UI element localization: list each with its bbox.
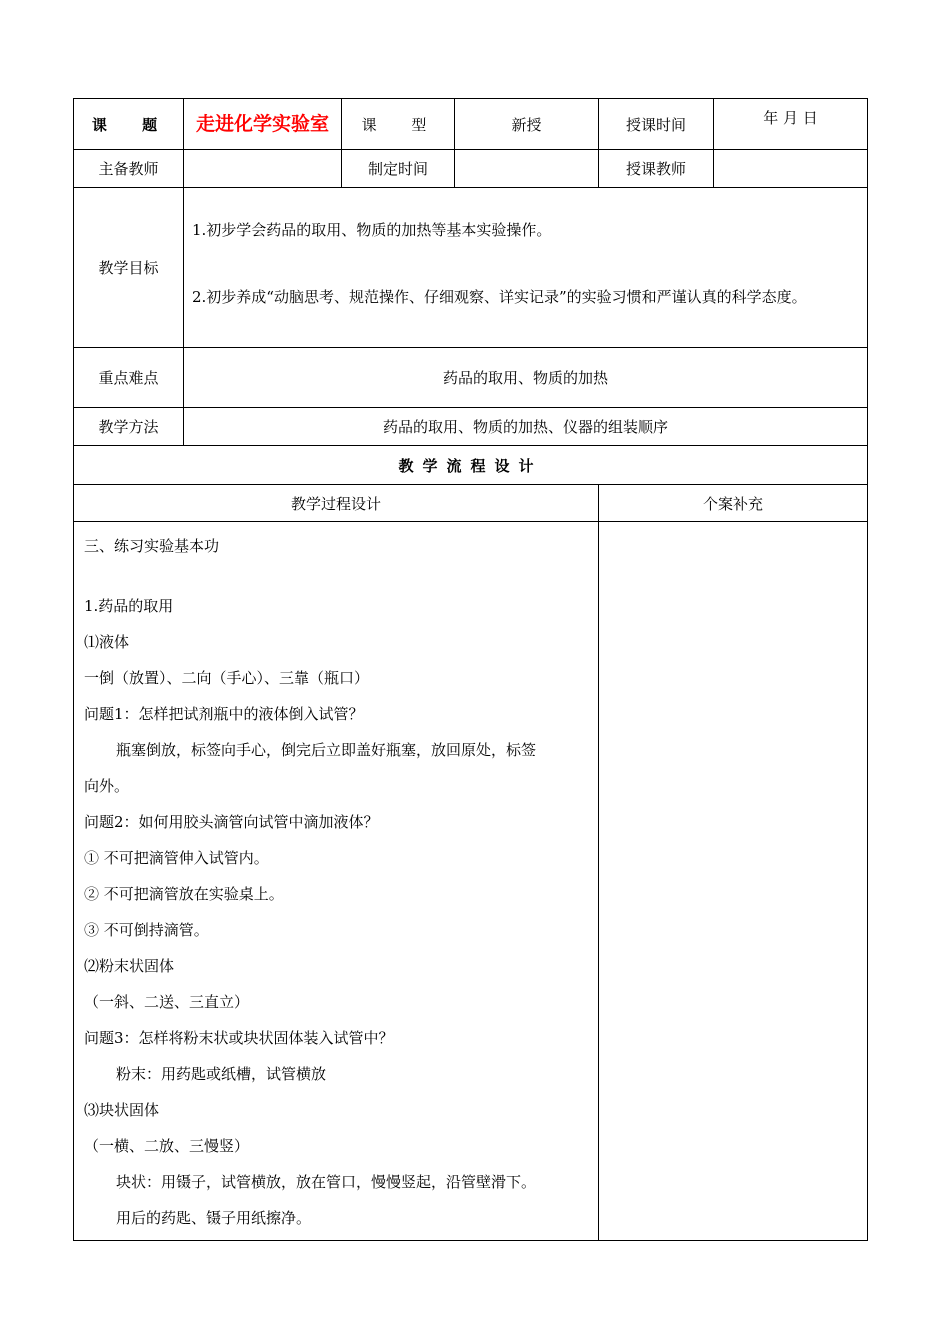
main-teacher-label: 主备教师 (74, 150, 184, 188)
question-text: 问题2：如何用胶头滴管向试管中滴加液体？ (84, 813, 379, 831)
supplement-content (599, 522, 868, 1241)
question-text: 问题3：怎样将粉末状或块状固体装入试管中？ (84, 1029, 394, 1047)
flow-title: 教学流程设计 (74, 446, 868, 485)
supplement-header: 个案补充 (599, 485, 868, 522)
section-heading: 三、练习实验基本功 (84, 537, 220, 555)
prep-time-label: 制定时间 (342, 150, 455, 188)
answer-text: 块状：用镊子，试管横放，放在管口，慢慢竖起，沿管壁滑下。 (116, 1173, 537, 1191)
answer-text: 粉末：用药匙或纸槽，试管横放 (116, 1065, 327, 1083)
list-item: （一横、二放、三慢竖） (84, 1137, 250, 1155)
lecturer-value (714, 150, 868, 188)
prep-time-value (455, 150, 599, 188)
list-item: ⑵粉末状固体 (84, 957, 175, 975)
goals-content (184, 188, 868, 348)
type-label: 课 型 (342, 99, 455, 150)
goals-label: 教学目标 (74, 188, 184, 348)
list-item: ② 不可把滴管放在实验桌上。 (84, 885, 284, 903)
goal-item-2: 2.初步养成“动脑思考、规范操作、仔细观察、详实记录”的实验习惯和严谨认真的科学态度。 (192, 287, 807, 306)
subsection-heading: 1.药品的取用 (84, 597, 174, 615)
list-item: ③ 不可倒持滴管。 (84, 921, 209, 939)
method-label: 教学方法 (74, 408, 184, 446)
process-header: 教学过程设计 (74, 485, 599, 522)
method-value: 药品的取用、物质的加热、仪器的组装顺序 (184, 408, 868, 446)
topic-label: 课 题 (74, 99, 184, 150)
list-item: ⑴液体 (84, 633, 130, 651)
lesson-plan-table (73, 98, 868, 1241)
list-item: ⑶块状固体 (84, 1101, 160, 1119)
list-item: 一倒（放置）、二向（手心）、三靠（瓶口） (84, 669, 370, 687)
key-points-label: 重点难点 (74, 348, 184, 408)
answer-text: 向外。 (84, 777, 130, 795)
key-points-value: 药品的取用、物质的加热 (184, 348, 868, 408)
teach-time-value: 年 月 日 (714, 99, 868, 150)
goal-item-1: 1.初步学会药品的取用、物质的加热等基本实验操作。 (192, 220, 552, 239)
list-item: （一斜、二送、三直立） (84, 993, 250, 1011)
answer-text: 用后的药匙、镊子用纸擦净。 (116, 1209, 312, 1227)
question-text: 问题1：怎样把试剂瓶中的液体倒入试管？ (84, 705, 364, 723)
main-teacher-value (184, 150, 342, 188)
type-value: 新授 (455, 99, 599, 150)
lecturer-label: 授课教师 (599, 150, 714, 188)
answer-text: 瓶塞倒放，标签向手心，倒完后立即盖好瓶塞，放回原处，标签 (116, 741, 537, 759)
teach-time-label: 授课时间 (599, 99, 714, 150)
list-item: ① 不可把滴管伸入试管内。 (84, 849, 269, 867)
process-content (74, 522, 599, 1241)
topic-value: 走进化学实验室 (184, 99, 342, 150)
